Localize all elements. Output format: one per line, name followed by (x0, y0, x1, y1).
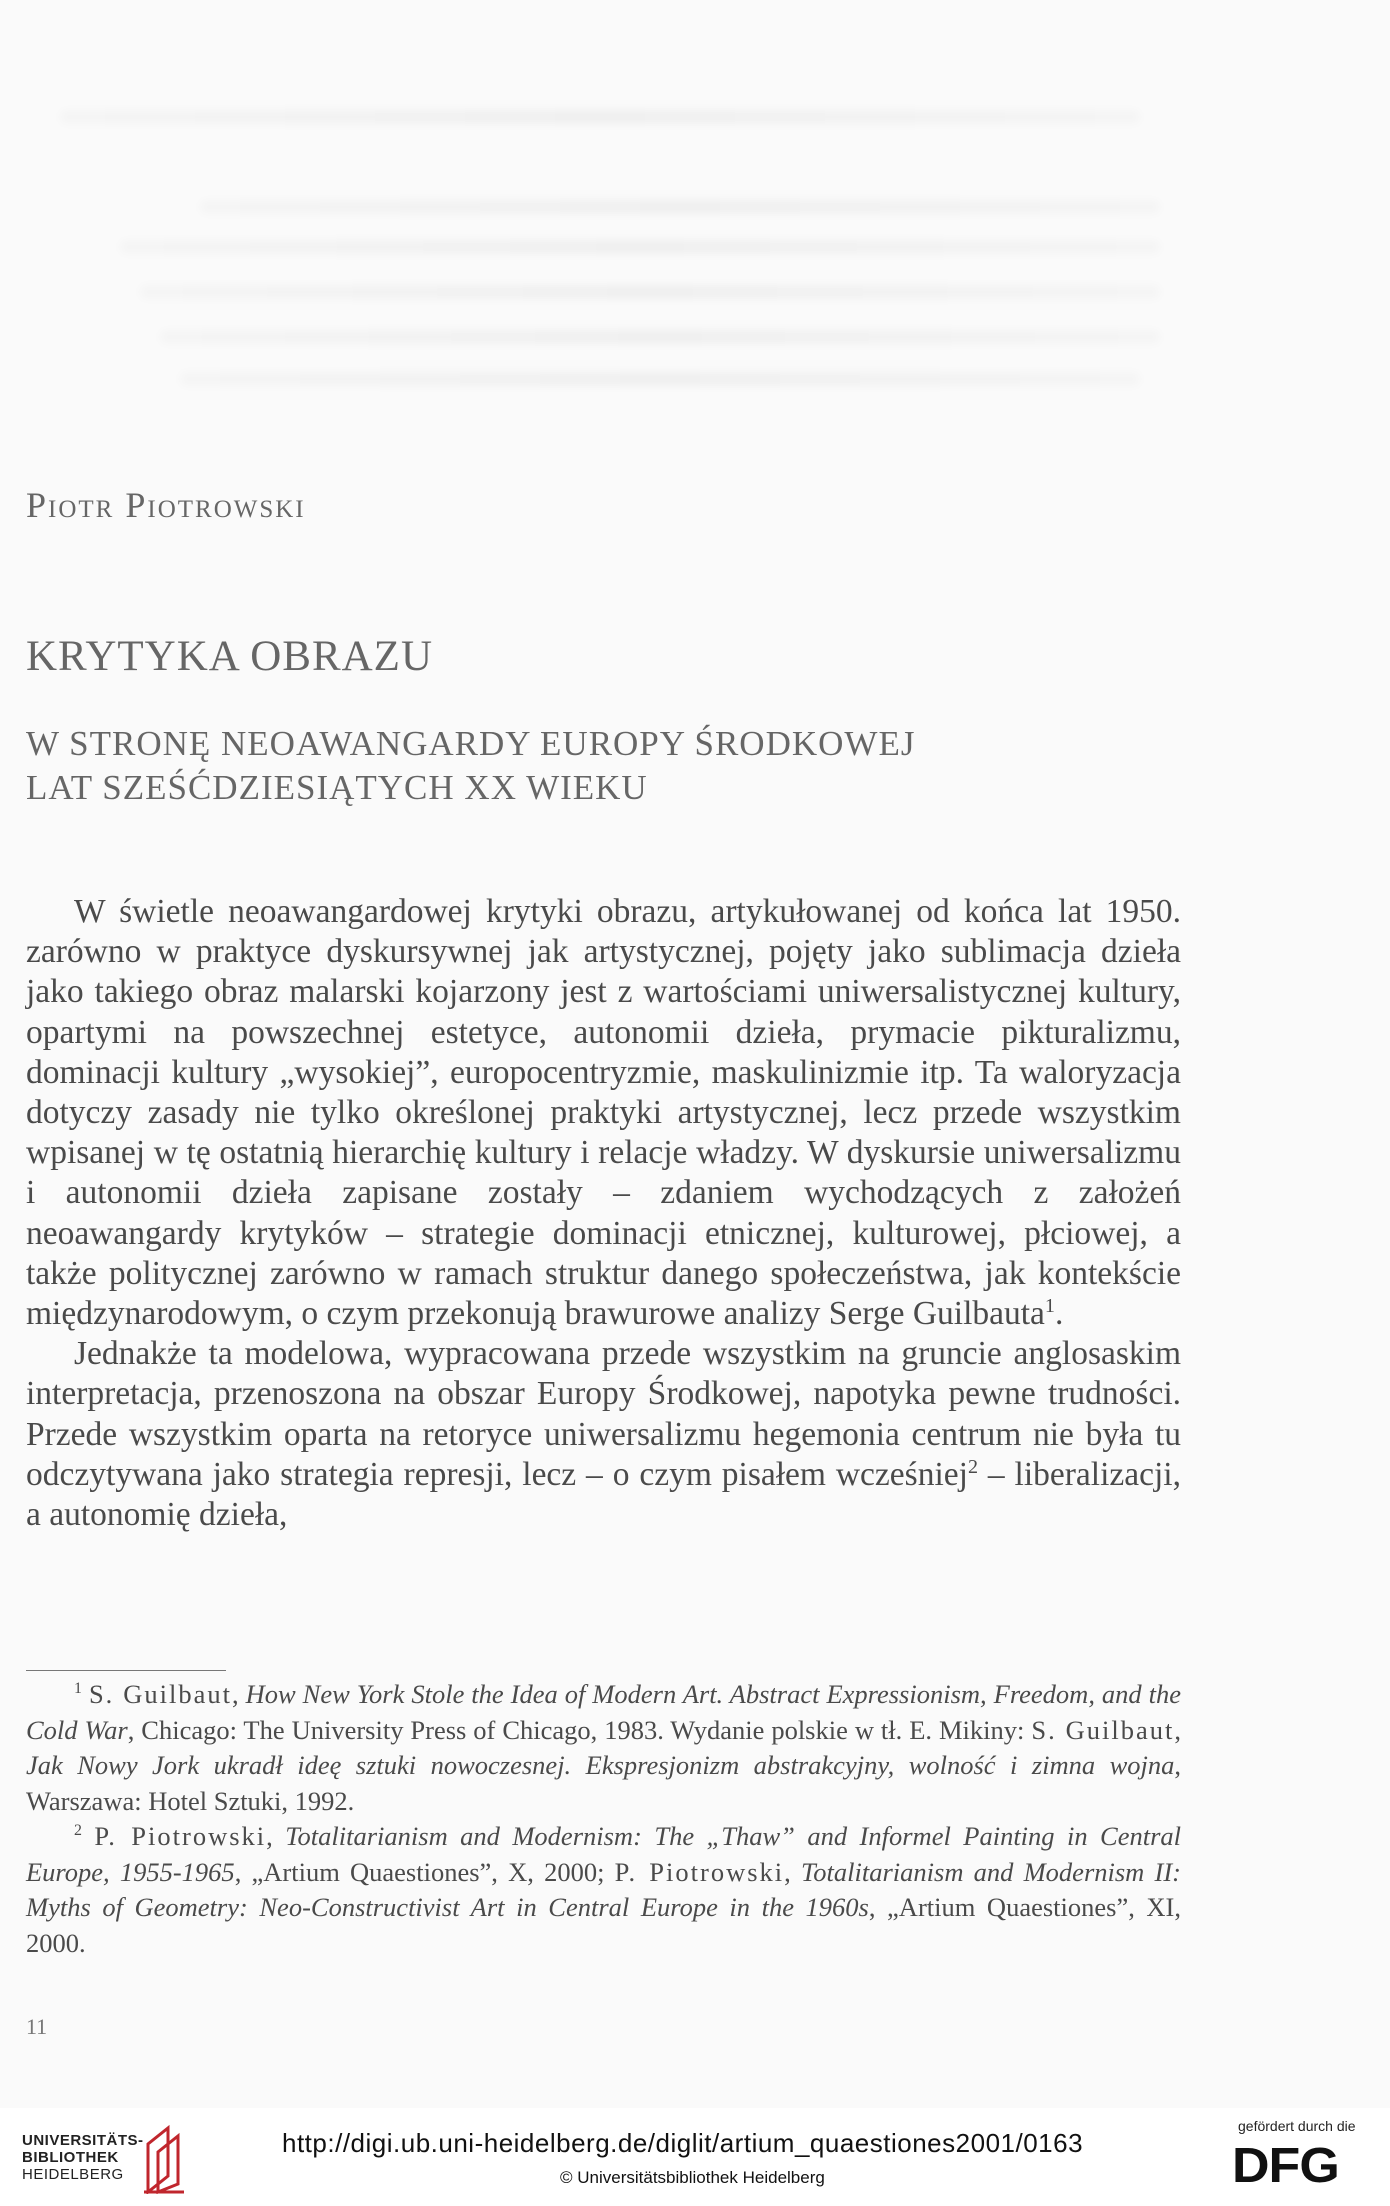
footnote-ref: 1 (1044, 1294, 1055, 1317)
library-name-line: BIBLIOTHEK (22, 2149, 119, 2166)
subtitle-line: W STRONĘ NEOAWANGARDY EUROPY ŚRODKOWEJ (26, 724, 916, 763)
paragraph-text: – liberalizacji, a autonomię dzieła, (26, 1455, 1181, 1534)
footnote-divider (26, 1670, 226, 1671)
paragraph (26, 1334, 1181, 1535)
footnote-author: S. Guilbaut (88, 1679, 233, 1709)
paragraph-text: Jednakże ta modelowa, wypracowana przede wszystkim na gruncie anglosaskim interpretacja, przenoszona na obszar Europy Środkowej, napotyka pewne trudności. Przede wszystkim oparta na retoryce uniwersalizmu hegemonia centrum nie była tu odczytywana jako strategia represji, lecz – o czym pisałem wcześniej (26, 1335, 1181, 1493)
footnote-number: 1 (74, 1680, 82, 1698)
footnote-title: Jak Nowy Jork ukradł ideę sztuki nowoczesnej. Ekspresjonizm abstrakcyjny, wolność i zimna wojna (26, 1750, 1175, 1780)
footnote-author: P. Piotrowski (614, 1856, 785, 1887)
library-name-line: UNIVERSITÄTS- (22, 2132, 144, 2149)
paragraph-text: W świetle neoawangardowej krytyki obrazu, artykułowanej od końca lat 1950. zarówno w praktyce dyskursywnej jak artystycznej, pojęty jako sublimacja dzieła jako takiego obraz malarski kojarzony jest z wartościami uniwersalistycznej kultury, opartymi na powszechnej estetyce, autonomii dzieła, prymacie pikturalizmu, dominacji kultury „wysokiej”, europocentryzmie, maskulinizmie itp. Ta waloryzacja dotyczy zasady nie tylko określonej praktyki artystycznej, lecz przede wszystkim wpisanej w tę ostatnią hierarchię kultury i relacje władzy. W dyskursie uniwersalizmu i autonomii dzieła zapisane zostały – zdaniem wychodzących z założeń neoawangardy krytyków – strategie dominacji etnicznej, kulturowej, płciowej, a także politycznej zarówno w ramach struktur danego społeczeństwa, jak kontekście międzynarodowym, o czym przekonują brawurowe analizy Serge Guilbauta (26, 893, 1181, 1333)
article-title: KRYTYKA OBRAZU (26, 633, 434, 680)
footnote-number: 2 (74, 1822, 82, 1840)
subtitle-line: LAT SZEŚĆDZIESIĄTYCH XX WIEKU (26, 768, 648, 807)
footnote: $^1$ S. Guilbaut, How New York Stole the Idea of Modern Art. Abstract Expressionism, Freedom, and the Cold War, Chicago: The University Press of Chicago, 1983. Wydanie polskie w tł. E. Mikiny: S. Guilbaut, Jak Nowy Jork ukradł ideę sztuki nowoczesnej. Ekspresjonizm abstrakcyjny, wolność i zimna wojna, Warszawa: Hotel Sztuki, 1992. (26, 1679, 1182, 1816)
footnote-publication: , „Artium Quaestiones”, X, 2000; (234, 1856, 615, 1887)
paragraph-text: . (1054, 1295, 1064, 1333)
footnote-title: Totalitarianism and Modernism: The „Thaw” and Informel Painting in Central Europe, 1955-1965 (26, 1821, 1182, 1887)
footnote-author: P. Piotrowski (94, 1821, 267, 1851)
author-name: Piotr Piotrowski (26, 485, 306, 525)
footnote-ref: 2 (967, 1455, 978, 1478)
footnote-title: Totalitarianism and Modernism II: Myths of Geometry: Neo-Constructivist Art in Central Europe in the 1960s (26, 1856, 1181, 1922)
footnote: $^2$ P. Piotrowski, Totalitarianism and Modernism: The „Thaw” and Informel Painting in Central Europe, 1955-1965, „Artium Quaestiones”, X, 2000; P. Piotrowski, Totalitarianism and Modernism II: Myths of Geometry: Neo-Constructivist Art in Central Europe in the 1960s, „Artium Quaestiones”, XI, 2000. (26, 1821, 1182, 1958)
library-name-line: HEIDELBERG (22, 2166, 124, 2183)
library-logo-text (22, 2132, 144, 2183)
article-subtitle (26, 722, 1126, 810)
copyright-notice: © Universitätsbibliothek Heidelberg (560, 2168, 825, 2187)
funding-caption: gefördert durch die (1238, 2118, 1356, 2134)
footnote-publication: , „Artium Quaestiones”, XI, 2000. (26, 1892, 1181, 1958)
library-emblem-icon (140, 2122, 192, 2194)
footnote-publication: , Warszawa: Hotel Sztuki, 1992. (26, 1750, 1181, 1816)
body-text (26, 892, 1181, 1535)
paragraph (26, 892, 1181, 1334)
document-url-link[interactable]: http://digi.ub.uni-heidelberg.de/diglit/artium_quaestiones2001/0163 (282, 2128, 1084, 2158)
footer-bar (0, 2108, 1390, 2206)
footnotes (26, 1677, 1181, 1961)
page-number: 11 (26, 2014, 48, 2039)
footnote-title: How New York Stole the Idea of Modern Art. Abstract Expressionism, Freedom, and the Cold War (26, 1679, 1182, 1745)
footnote-author: S. Guilbaut (1031, 1714, 1175, 1745)
dfg-logo: DFG (1232, 2138, 1339, 2194)
footnote-publication: , Chicago: The University Press of Chicago, 1983. Wydanie polskie w tł. E. Mikiny: (127, 1714, 1032, 1745)
